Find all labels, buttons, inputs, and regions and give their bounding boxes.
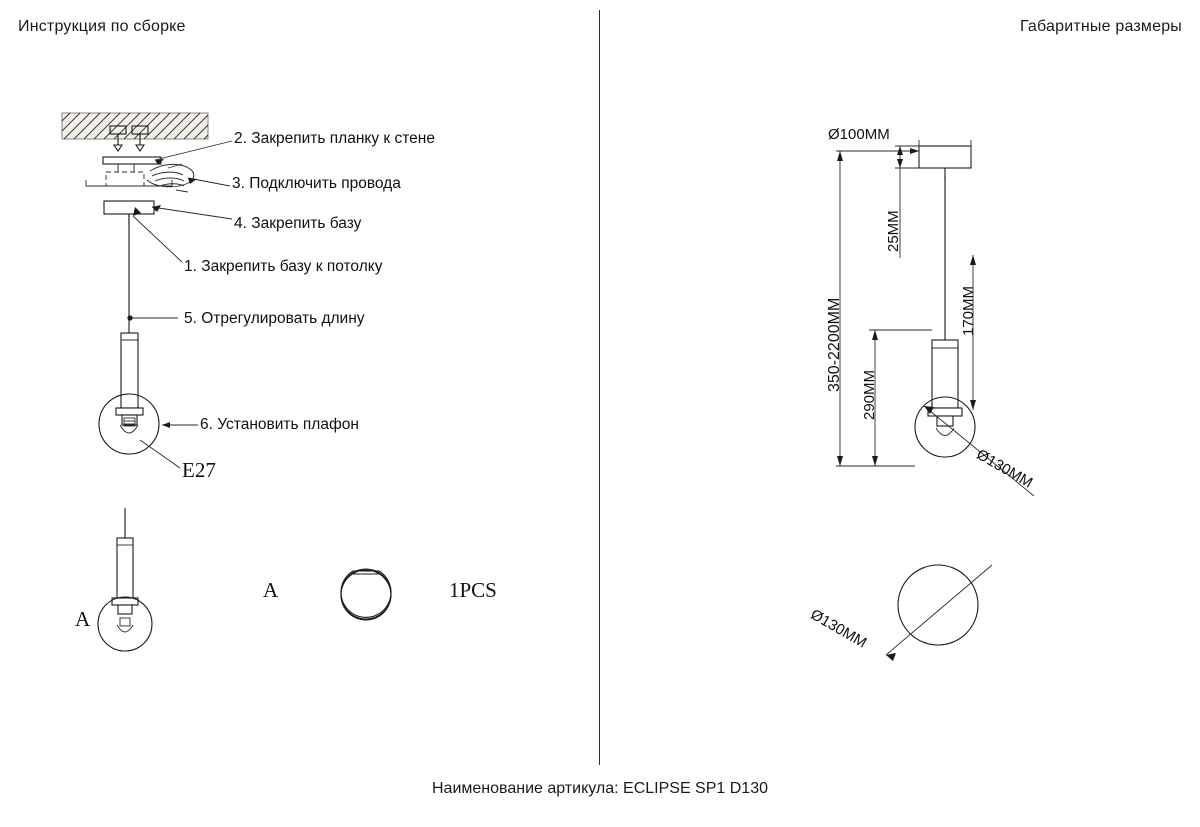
legend-marker: A (263, 578, 279, 602)
wires-icon (147, 164, 194, 192)
globe-shade-icon (99, 394, 159, 454)
dim-label-total-height: 350-2200MM (826, 297, 843, 392)
step-label-4: 4. Закрепить базу (234, 215, 362, 232)
page-title-left: Инструкция по сборке (18, 18, 186, 35)
dim-label-body-length: 170MM (960, 285, 977, 336)
step-label-5: 5. Отрегулировать длину (184, 310, 365, 327)
lamp-body-icon (116, 333, 143, 425)
dim-label-shade-diameter-detail: Ø130MM (807, 606, 870, 652)
article-footer: Наименование артикула: ECLIPSE SP1 D130 (432, 780, 768, 797)
step-label-1: 1. Закрепить базу к потолку (184, 258, 383, 275)
vertical-divider (599, 10, 600, 765)
dim-label-canopy-diameter: Ø100MM (828, 126, 890, 143)
step-label-3: 3. Подключить провода (232, 175, 401, 192)
mounting-bar-icon (62, 113, 208, 151)
part-a-lamp-icon (98, 508, 152, 651)
step-label-2: 2. Закрепить планку к стене (234, 130, 435, 147)
part-marker-left: A (75, 607, 91, 631)
dim-lamp-body-icon (915, 340, 975, 457)
page-title-right: Габаритные размеры (1019, 18, 1182, 35)
dim-canopy-icon (919, 146, 971, 180)
step-label-6: 6. Установить плафон (200, 416, 359, 433)
dim-label-shade-diameter-main: Ø130MM (973, 446, 1036, 492)
dim-label-drop-height: 290MM (861, 369, 878, 420)
dim-canopy-diameter (836, 140, 971, 160)
detail-shade-circle (886, 565, 992, 661)
dim-label-canopy-height: 25MM (885, 210, 902, 252)
ceiling-base-icon (104, 201, 154, 224)
legend-quantity: 1PCS (449, 578, 497, 602)
legend-globe-icon (341, 569, 391, 620)
dim-drop-height (869, 330, 932, 466)
socket-type-label: E27 (182, 458, 216, 482)
base-bracket-icon (86, 157, 172, 186)
